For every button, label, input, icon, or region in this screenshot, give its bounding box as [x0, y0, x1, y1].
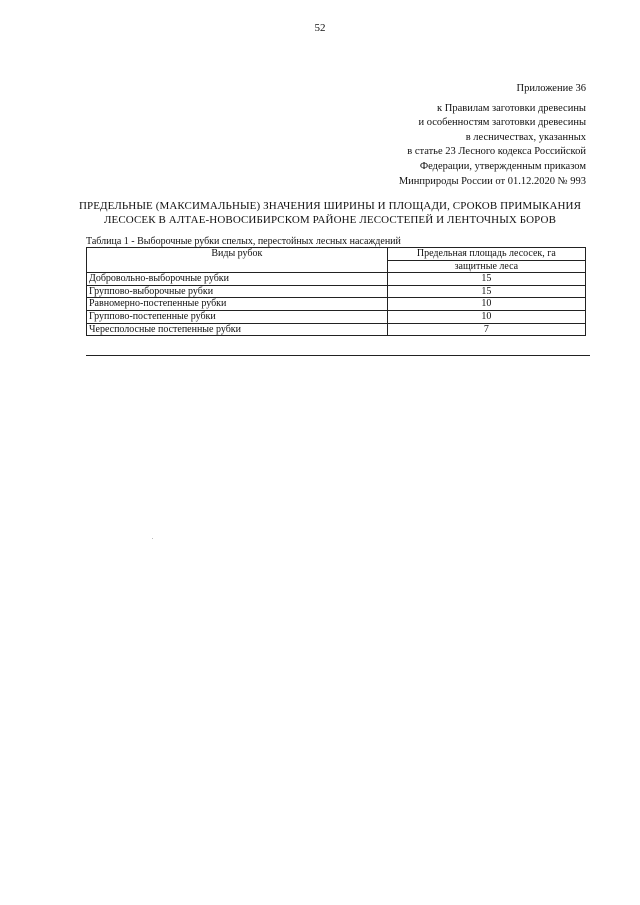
- table-row: [87, 273, 586, 286]
- appendix-line: в статье 23 Лесного кодекса Российской: [407, 146, 586, 158]
- row-cutting-type: Группово-постепенные рубки: [87, 310, 388, 323]
- table-caption: Таблица 1 - Выборочные рубки спелых, перестойных лесных насаждений: [86, 236, 401, 247]
- header-max-area: Предельная площадь лесосек, га: [387, 248, 585, 261]
- page-number: 52: [314, 22, 326, 34]
- row-cutting-type: Группово-выборочные рубки: [87, 285, 388, 298]
- appendix-line: в лесничествах, указанных: [465, 131, 586, 143]
- table-row: [87, 323, 586, 336]
- row-cutting-type: Добровольно-выборочные рубки: [87, 273, 388, 286]
- header-cutting-type: Виды рубок: [87, 248, 388, 273]
- cutting-limits-table: [86, 247, 586, 336]
- footer-rule: [86, 355, 590, 356]
- table-row: [87, 298, 586, 311]
- table-header-row: [87, 248, 586, 261]
- row-area-value: 10: [387, 298, 585, 311]
- appendix-line: к Правилам заготовки древесины: [437, 102, 586, 114]
- header-protective-forests: защитные леса: [387, 260, 585, 273]
- appendix-line: и особенностям заготовки древесины: [418, 117, 586, 129]
- appendix-block: [346, 82, 586, 189]
- row-area-value: 15: [387, 285, 585, 298]
- row-cutting-type: Чересполосные постепенные рубки: [87, 323, 388, 336]
- row-cutting-type: Равномерно-постепенные рубки: [87, 298, 388, 311]
- scan-speck: [152, 538, 153, 539]
- table-row: [87, 310, 586, 323]
- row-area-value: 15: [387, 273, 585, 286]
- appendix-line: Федерации, утвержденным приказом: [419, 160, 586, 172]
- appendix-line: Минприроды России от 01.12.2020 № 993: [398, 175, 586, 187]
- table-row: [87, 285, 586, 298]
- document-title: [60, 199, 600, 227]
- row-area-value: 10: [387, 310, 585, 323]
- appendix-title: Приложение 36: [516, 83, 586, 94]
- title-line: ЛЕСОСЕК В АЛТАЕ-НОВОСИБИРСКОМ РАЙОНЕ ЛЕСОСТЕПЕЙ И ЛЕНТОЧНЫХ БОРОВ: [103, 214, 557, 226]
- title-line: ПРЕДЕЛЬНЫЕ (МАКСИМАЛЬНЫЕ) ЗНАЧЕНИЯ ШИРИНЫ И ПЛОЩАДИ, СРОКОВ ПРИМЫКАНИЯ: [78, 200, 582, 212]
- row-area-value: 7: [387, 323, 585, 336]
